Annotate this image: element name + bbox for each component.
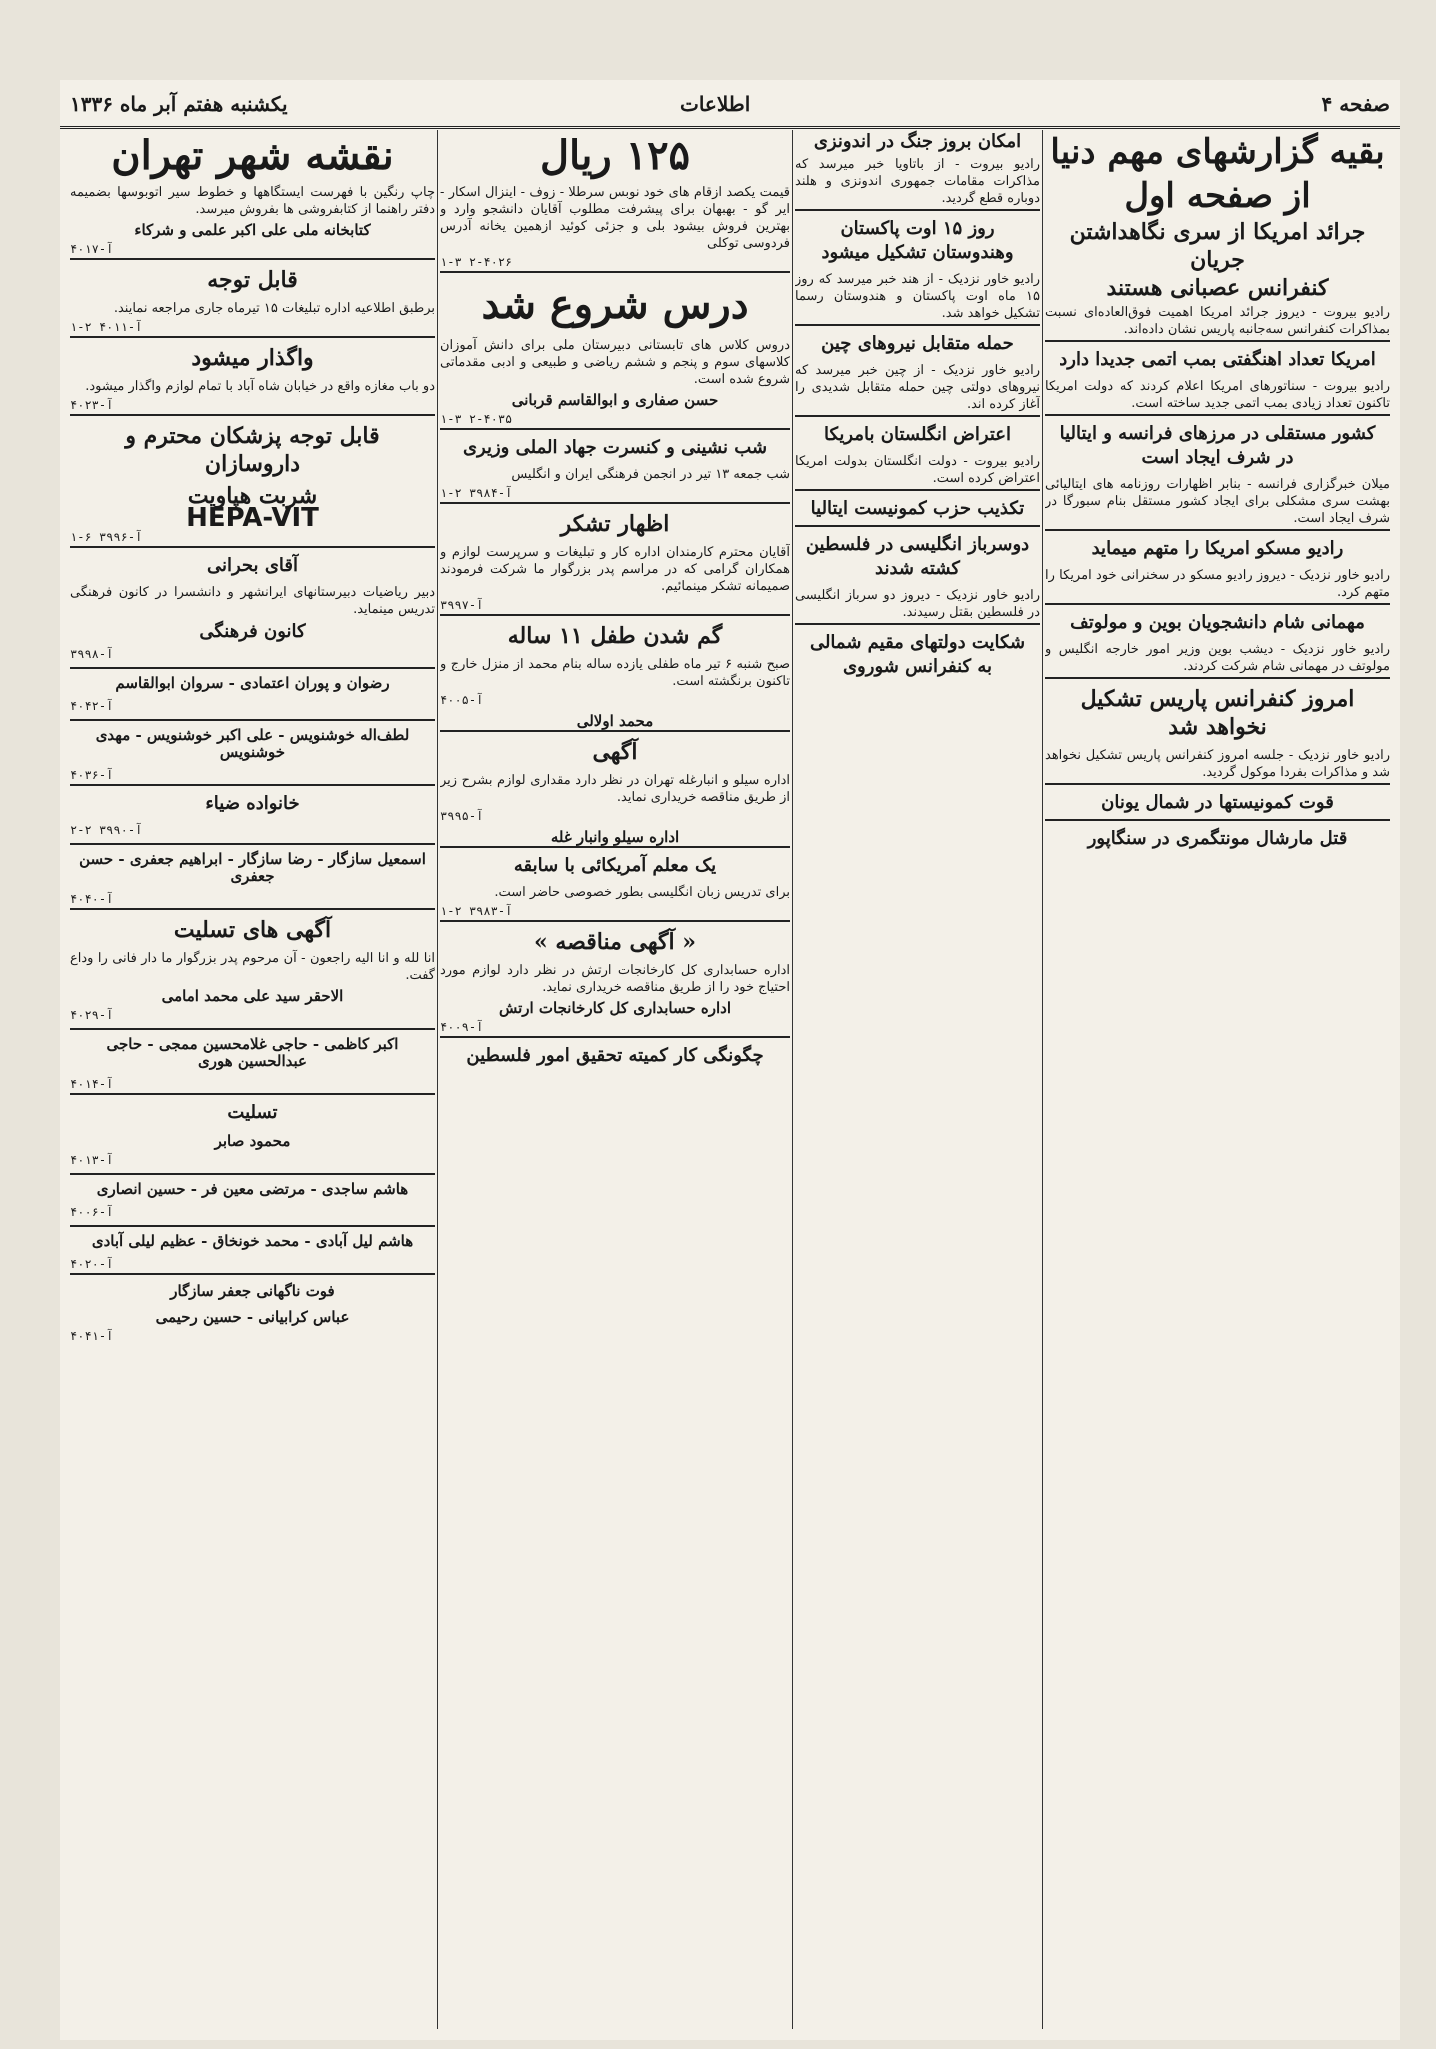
headline: تکذیب حزب کمونیست ایتالیا [795,489,1040,525]
ad-text: اداره حسابداری کل کارخانجات ارتش در نظر دارد لوازم مورد احتیاج خود را از طریق مناقصه خریداری نماید. [440,963,790,995]
section-headline: آگهی های تسلیت [70,908,435,948]
headline: رادیو مسکو امریکا را متهم میماید [1045,529,1390,565]
ad-code: آ-۳۹۸۴ ۲-۱ [440,486,513,500]
ad-signature: محمود صابر [214,1132,291,1150]
ad-headline: خانواده ضیاء [70,784,435,820]
ad-headline: تسلیت [70,1093,435,1129]
article-text: رادیو خاور نزدیک - از هند خبر میرسد که روز ۱۵ ماه اوت پاکستان و هندوستان رسما تشکیل خواهد شد. [795,272,1040,321]
ad-signature: الاحقر سید علی محمد امامی [161,987,344,1005]
masthead [60,86,1400,129]
ad-code: ۲-۴۰۳۵ ۱-۳ [440,412,513,426]
ad-text: برطبق اطلاعیه اداره تبلیغات ۱۵ تیرماه جاری مراجعه نمایند. [113,301,435,316]
headline: جرائد امریکا از سری نگاهداشتن جریان [1069,219,1366,273]
ad-text: دروس کلاس های تابستانی دبیرستان ملی برای دانش آموزان کلاسهای سوم و پنجم و ششم ریاضی و طبیعی و ادبی مقدماتی شروع شده است. [440,338,790,387]
ad-headline: ۱۲۵ ریال [539,132,691,179]
article-text: رادیو بیروت - از باتاویا خبر میرسد که مذاکرات مقامات جمهوری اندونزی و هلند دوباره قطع گردید. [795,157,1040,206]
article-text: رادیو بیروت - دولت انگلستان بدولت امریکا اعتراض کرده است. [795,454,1040,486]
ad-headline: کانون فرهنگی [199,621,306,642]
headline: دوسرباز انگلیسی در فلسطین کشته شدند [795,525,1040,585]
ad-headline: قابل توجه پزشکان محترم و داروسازان [70,414,435,482]
ad-text: دو باب مغازه واقع در خیابان شاه آباد با تمام لوازم واگذار میشود. [85,379,435,394]
ad-code: آ-۳۹۹۸ [70,647,114,661]
ad-signature: اداره سیلو وانبار غله [550,828,680,846]
headline: اعتراض انگلستان بامریکا [795,415,1040,451]
article-text: رادیو خاور نزدیک - از چین خبر میرسد که نیروهای دولتی چین حمله متقابل شدیدی را آغاز کرده اند. [795,363,1040,412]
headline: قتل مارشال مونتگمری در سنگاپور [1045,819,1390,855]
ad-code: آ-۴۰۲۰ [70,1257,114,1271]
ad-headline: درس شروع شد [440,271,790,335]
ad-headline: گم شدن طفل ۱۱ ساله [440,614,790,654]
ad-text: دبیر ریاضیات دبیرستانهای ایرانشهر و دانشسرا در کانون فرهنگی تدریس مینماید. [70,585,435,617]
paper-name: اطلاعات [680,92,751,116]
ad-code: آ-۳۹۹۵ [440,809,484,823]
headline: امروز کنفرانس پاریس تشکیل نخواهد شد [1045,677,1390,745]
column-left [70,130,435,2029]
ad-text: صبح شنبه ۶ تیر ماه طفلی یازده ساله بنام محمد از منزل خارج و تاکنون برنگشته است. [440,657,790,689]
ad-code: آ-۴۰۱۷ [70,242,114,256]
headline: قوت کمونیستها در شمال یونان [1045,783,1390,819]
ad-code: آ-۳۹۹۷ [440,598,484,612]
ad-names: هاشم لیل آبادی - محمد خونخاق - عظیم لیلی آبادی [70,1225,435,1254]
headline: مهمانی شام دانشجویان بوین و مولوتف [1045,603,1390,639]
headline: کنفرانس عصبانی هستند [1106,275,1329,301]
page-banner-headline: بقیه گزارشهای مهم دنیا از صفحه اول [1050,132,1385,216]
article-text: رادیو بیروت - دیروز جرائد امریکا اهمیت فوق‌العاده‌ای نسبت بمذاکرات کنفرانس سه‌جانبه پاریس نشان داده‌اند. [1045,305,1390,337]
ad-signature: محمد اولالی [576,712,654,730]
article-text: رادیو خاور نزدیک - جلسه امروز کنفرانس پاریس تشکیل نخواهد شد و مذاکرات بفردا موکول گردید. [1045,748,1390,780]
ad-names: لطف‌اله خوشنویس - علی اکبر خوشنویس - مهدی خوشنویس [70,719,435,765]
ad-names: اکبر کاظمی - حاجی غلامحسین ممجی - حاجی عبدالحسین هوری [70,1028,435,1074]
ad-text: چاپ رنگین با فهرست ایستگاهها و خطوط سیر اتوبوسها بضمیمه دفتر راهنما از کتابفروشی ها بفروش میرسد. [70,185,435,217]
ad-headline: آگهی [440,730,790,770]
ad-code: آ-۳۹۸۳ ۲-۱ [440,904,513,918]
ad-code: آ-۴۰۳۶ [70,768,114,782]
headline: کشور مستقلی در مرزهای فرانسه و ایتالیا در شرف ایجاد است [1045,414,1390,474]
ad-code: آ-۴۰۲۹ [70,1008,114,1022]
ad-names: هاشم ساجدی - مرتضی معین فر - حسین انصاری [70,1173,435,1202]
ad-headline: آقای بحرانی [70,546,435,582]
ad-code: آ-۴۰۰۹ [440,1020,484,1034]
ad-code: آ-۴۰۱۳ [70,1153,114,1167]
headline: شکایت دولتهای مقیم شمالی به کنفرانس شوروی [795,623,1040,683]
ad-headline: نقشه شهر تهران [111,132,394,179]
ad-code: آ-۴۰۴۲ [70,699,114,713]
ad-headline: قابل توجه [70,258,435,298]
ad-code: آ-۴۰۴۰ [70,892,114,906]
ad-headline: شب نشینی و کنسرت جهاد الملی وزیری [440,428,790,464]
ad-text: برای تدریس زبان انگلیسی بطور خصوصی حاضر است. [494,885,790,900]
ad-headline: شربت هپاویت [187,483,318,509]
column-right [1045,130,1390,2029]
ad-headline: یک معلم آمریکائی با سابقه [440,846,790,882]
ad-headline: اظهار تشکر [440,502,790,542]
ad-text: آقایان محترم کارمندان اداره کار و تبلیغات و سرپرست لوازم و همکاران گرامی که در مراسم پدر بزرگوار ما شرکت فرمودند صمیمانه تشکر مینمائیم. [440,545,790,594]
ad-signature: اداره حسابداری کل کارخانجات ارتش [499,999,731,1017]
ad-code: آ-۴۰۰۵ [440,693,484,707]
column-rule [1042,130,1043,2029]
ad-headline: « آگهی مناقصه » [440,920,790,960]
ad-names: حسن صفاری و ابوالقاسم قربانی [511,391,719,409]
ad-names: اسمعیل سازگار - رضا سازگار - ابراهیم جعفری - حسن جعفری [70,843,435,889]
ad-text: اداره سیلو و انبارغله تهران در نظر دارد مقداری لوازم بشرح زیر از طریق مناقصه خریداری نماید. [440,773,790,805]
brand-name: HEPA-VIT [186,503,319,533]
column-second [795,130,1040,2029]
article-text: رادیو خاور نزدیک - دیروز دو سرباز انگلیسی در فلسطین بقتل رسیدند. [795,588,1040,620]
ad-text: انا لله و انا الیه راجعون - آن مرحوم پدر بزرگوار ما دار فانی را وداع گفت. [70,951,435,983]
ad-code: آ-۴۰۰۶ [70,1205,114,1219]
column-rule [792,130,793,2029]
ad-code: آ-۳۹۹۶ ۶-۱ [70,530,143,544]
ad-code: آ-۴۰۲۳ [70,398,114,412]
ad-names: رضوان و پوران اعتمادی - سروان ابوالقاسم [70,667,435,696]
ad-code: آ-۴۰۱۱ ۲-۱ [70,320,143,334]
ad-signature: کتابخانه ملی علی اکبر علمی و شرکاء [134,221,371,239]
ad-code: ۲-۴۰۲۶ ۱-۳ [440,255,513,269]
article-text: رادیو بیروت - سناتورهای امریکا اعلام کردند که دولت امریکا تاکنون تعداد زیادی بمب اتمی جدید ساخته است. [1045,379,1390,411]
headline: روز ۱۵ اوت پاکستان وهندوستان تشکیل میشود [795,209,1040,269]
issue-date: یکشنبه هفتم آبر ماه ۱۳۳۶ [70,92,288,116]
ad-headline: واگذار میشود [70,336,435,376]
ad-headline: فوت ناگهانی جعفر سازگار [70,1273,435,1305]
headline: حمله متقابل نیروهای چین [795,324,1040,360]
ad-text: شب جمعه ۱۳ تیر در انجمن فرهنگی ایران و انگلیس [511,467,790,482]
article-text: رادیو خاور نزدیک - دیروز رادیو مسکو در سخنرانی خود امریکا را متهم کرد. [1045,568,1390,600]
headline: چگونگی کار کمیته تحقیق امور فلسطین [440,1036,790,1072]
page-number: صفحه ۴ [1321,92,1390,116]
ad-code: آ-۴۰۴۱ [70,1329,114,1343]
ad-code: آ-۴۰۱۴ [70,1077,114,1091]
ad-text: قیمت یکصد ازقام های خود نوبس سرطلا - زوف - اینزال اسکار - ایر گو - بهبهان برای پیشرفت مطلوب آقایان دانشجو وارد و بهترین فروش بیشود بلی و جزئی کوئید ازهمین یخانه آدرس فردوسی توکلی [440,185,790,251]
ad-names: عباس کرابیانی - حسین رحیمی [155,1308,350,1326]
column-rule [437,130,438,2029]
column-middle [440,130,790,2029]
headline: امریکا تعداد اهنگفتی بمب اتمی جدیدا دارد [1045,340,1390,376]
headline: امکان بروز جنگ در اندونزی [813,131,1022,152]
article-text: رادیو خاور نزدیک - دیشب بوین وزیر امور خارجه انگلیس و مولوتف در مهمانی شام شرکت کردند. [1045,642,1390,674]
ad-code: آ-۳۹۹۰ ۲-۲ [70,823,143,837]
article-text: میلان خبرگزاری فرانسه - بنابر اظهارات روزنامه های ایتالیائی بهشت سری مشکلی برای ایجاد کشور مستقل بنام سبورگا در شرف ایجاد است. [1045,477,1390,526]
